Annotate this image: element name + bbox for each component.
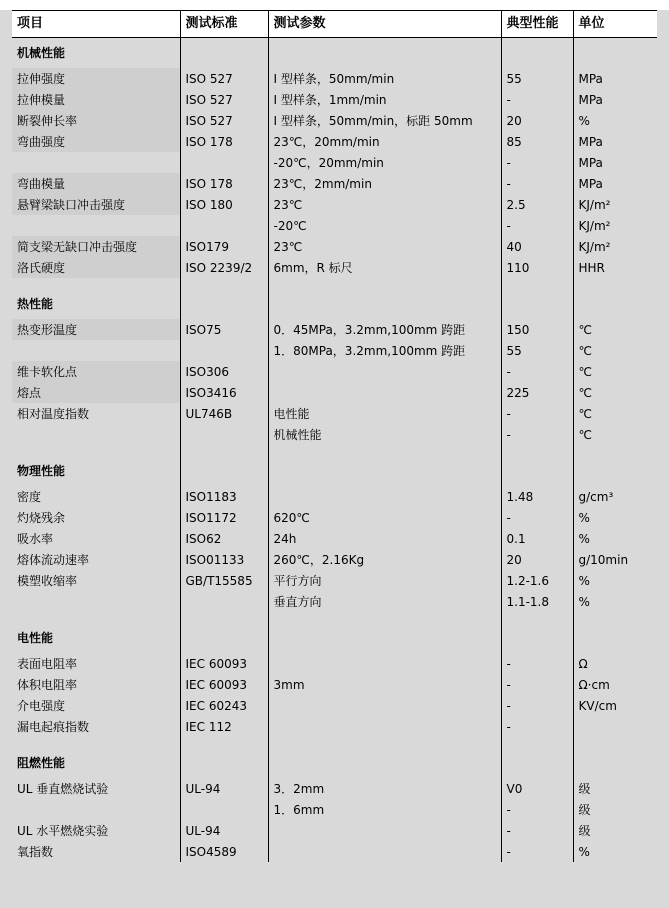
unit-cell: KJ/m²: [578, 239, 611, 254]
property-name-cell: 介电强度: [12, 695, 180, 716]
table-row: [12, 695, 657, 716]
test-parameter-cell: -20℃: [268, 215, 501, 236]
test-parameter-cell: 23℃，20mm/min: [268, 131, 501, 152]
test-standard-cell: ISO62: [180, 528, 268, 549]
typical-value-cell: 1.2-1.6: [501, 570, 573, 591]
section-empty-cell: [180, 456, 268, 486]
typical-value-cell: -: [501, 89, 573, 110]
property-name-cell: 密度: [12, 486, 180, 507]
typical-value-cell: -: [501, 653, 573, 674]
section-empty-cell: [180, 38, 268, 69]
test-standard-cell: UL746B: [180, 403, 268, 424]
table-row: [12, 674, 657, 695]
unit-cell: MPa: [578, 134, 603, 149]
section-empty-cell: [501, 748, 573, 778]
column-header: 单位: [573, 11, 657, 38]
table-row: [12, 570, 657, 591]
test-standard-cell: [180, 340, 268, 361]
property-name-cell: 漏电起痕指数: [12, 716, 180, 737]
test-standard-cell: [180, 799, 268, 820]
section-row: [12, 748, 657, 778]
property-name-cell: [12, 152, 180, 173]
test-standard-cell: ISO01133: [180, 549, 268, 570]
section-empty-cell: [268, 456, 501, 486]
table-row: [12, 799, 657, 820]
table-row: [12, 716, 657, 737]
typical-value-cell: -: [501, 215, 573, 236]
property-name-cell: [12, 278, 180, 289]
test-standard-cell: ISO75: [180, 319, 268, 340]
table-row: [12, 340, 657, 361]
unit-cell: KV/cm: [578, 698, 617, 713]
unit-cell: [573, 445, 657, 456]
unit-cell: %: [578, 113, 590, 128]
test-parameter-cell: 23℃: [268, 194, 501, 215]
table-row: [12, 194, 657, 215]
typical-value-cell: 225: [501, 382, 573, 403]
test-parameter-cell: 23℃，2mm/min: [268, 173, 501, 194]
unit-cell: ℃: [578, 427, 592, 442]
section-title: 热性能: [12, 289, 180, 319]
property-name-cell: 简支梁无缺口冲击强度: [12, 236, 180, 257]
typical-value-cell: -: [501, 841, 573, 862]
table-row: [12, 236, 657, 257]
unit-cell: ℃: [578, 385, 592, 400]
test-parameter-cell: 3．2mm: [268, 778, 501, 799]
test-parameter-cell: [268, 382, 501, 403]
unit-cell: ℃: [578, 343, 592, 358]
section-title: 物理性能: [12, 456, 180, 486]
unit-cell: HHR: [578, 260, 605, 275]
table-row: [12, 653, 657, 674]
unit-cell: ℃: [578, 364, 592, 379]
property-name-cell: 热变形温度: [12, 319, 180, 340]
typical-value-cell: 2.5: [501, 194, 573, 215]
test-standard-cell: [180, 278, 268, 289]
test-parameter-cell: [268, 841, 501, 862]
property-name-cell: [12, 215, 180, 236]
test-standard-cell: IEC 112: [180, 716, 268, 737]
column-header: 测试标准: [180, 11, 268, 38]
spacer-row: [12, 445, 657, 456]
test-parameter-cell: 垂直方向: [268, 591, 501, 612]
property-name-cell: 拉伸模量: [12, 89, 180, 110]
test-standard-cell: IEC 60093: [180, 653, 268, 674]
section-title: 机械性能: [12, 38, 180, 69]
test-standard-cell: [180, 215, 268, 236]
unit-cell: %: [578, 510, 590, 525]
test-parameter-cell: [268, 716, 501, 737]
property-name-cell: UL 垂直燃烧试验: [12, 778, 180, 799]
section-empty-cell: [501, 456, 573, 486]
test-parameter-cell: 1．80MPa，3.2mm,100mm 跨距: [268, 340, 501, 361]
property-name-cell: [12, 445, 180, 456]
typical-value-cell: [501, 612, 573, 623]
test-standard-cell: ISO179: [180, 236, 268, 257]
property-name-cell: 弯曲强度: [12, 131, 180, 152]
typical-value-cell: -: [501, 361, 573, 382]
section-empty-cell: [268, 38, 501, 69]
test-standard-cell: UL-94: [180, 820, 268, 841]
unit-cell: ℃: [578, 406, 592, 421]
section-row: [12, 456, 657, 486]
test-standard-cell: [180, 591, 268, 612]
section-empty-cell: [501, 623, 573, 653]
test-parameter-cell: 机械性能: [268, 424, 501, 445]
section-row: [12, 289, 657, 319]
unit-cell: [573, 716, 657, 737]
section-empty-cell: [573, 748, 657, 778]
test-parameter-cell: -20℃，20mm/min: [268, 152, 501, 173]
typical-value-cell: V0: [501, 778, 573, 799]
unit-cell: 级: [578, 802, 591, 817]
property-name-cell: 断裂伸长率: [12, 110, 180, 131]
property-name-cell: 体积电阻率: [12, 674, 180, 695]
typical-value-cell: -: [501, 152, 573, 173]
section-empty-cell: [573, 623, 657, 653]
property-name-cell: 悬臂梁缺口冲击强度: [12, 194, 180, 215]
property-name-cell: 相对温度指数: [12, 403, 180, 424]
test-standard-cell: ISO3416: [180, 382, 268, 403]
table-row: [12, 215, 657, 236]
unit-cell: ℃: [578, 322, 592, 337]
property-name-cell: 吸水率: [12, 528, 180, 549]
property-name-cell: [12, 591, 180, 612]
test-parameter-cell: [268, 486, 501, 507]
typical-value-cell: [501, 445, 573, 456]
typical-value-cell: 20: [501, 110, 573, 131]
typical-value-cell: -: [501, 424, 573, 445]
section-row: [12, 623, 657, 653]
typical-value-cell: 40: [501, 236, 573, 257]
unit-cell: g/10min: [578, 552, 629, 567]
test-standard-cell: ISO 180: [180, 194, 268, 215]
typical-value-cell: 55: [501, 68, 573, 89]
table-row: [12, 361, 657, 382]
table-row: [12, 403, 657, 424]
table-header-row: [12, 11, 657, 38]
table-row: [12, 319, 657, 340]
test-parameter-cell: I 型样条，50mm/min，标距 50mm: [268, 110, 501, 131]
test-parameter-cell: 0．45MPa，3.2mm,100mm 跨距: [268, 319, 501, 340]
test-parameter-cell: 平行方向: [268, 570, 501, 591]
unit-cell: MPa: [578, 71, 603, 86]
property-name-cell: 氧指数: [12, 841, 180, 862]
test-standard-cell: GB/T15585: [180, 570, 268, 591]
unit-cell: MPa: [578, 176, 603, 191]
test-parameter-cell: [268, 695, 501, 716]
test-parameter-cell: 6mm，R 标尺: [268, 257, 501, 278]
test-standard-cell: ISO 178: [180, 173, 268, 194]
unit-cell: 级: [578, 781, 591, 796]
typical-value-cell: [501, 278, 573, 289]
property-name-cell: 灼烧残余: [12, 507, 180, 528]
section-empty-cell: [573, 289, 657, 319]
table-row: [12, 68, 657, 89]
typical-value-cell: 20: [501, 549, 573, 570]
unit-cell: [573, 737, 657, 748]
table-row: [12, 591, 657, 612]
section-title: 电性能: [12, 623, 180, 653]
section-empty-cell: [180, 289, 268, 319]
section-empty-cell: [501, 289, 573, 319]
table-row: [12, 152, 657, 173]
typical-value-cell: -: [501, 820, 573, 841]
property-name-cell: 拉伸强度: [12, 68, 180, 89]
table-row: [12, 841, 657, 862]
typical-value-cell: 150: [501, 319, 573, 340]
test-standard-cell: ISO 178: [180, 131, 268, 152]
test-standard-cell: [180, 445, 268, 456]
test-parameter-cell: 3mm: [268, 674, 501, 695]
unit-cell: %: [578, 573, 590, 588]
property-name-cell: 熔点: [12, 382, 180, 403]
test-standard-cell: UL-94: [180, 778, 268, 799]
section-row: [12, 38, 657, 69]
column-header: 典型性能: [501, 11, 573, 38]
property-name-cell: 表面电阻率: [12, 653, 180, 674]
table-body: [12, 11, 657, 863]
table-row: [12, 528, 657, 549]
table-row: [12, 549, 657, 570]
table-row: [12, 173, 657, 194]
test-parameter-cell: [268, 612, 501, 623]
spacer-row: [12, 737, 657, 748]
test-standard-cell: [180, 424, 268, 445]
test-standard-cell: ISO 527: [180, 110, 268, 131]
section-empty-cell: [180, 748, 268, 778]
test-standard-cell: IEC 60093: [180, 674, 268, 695]
test-standard-cell: IEC 60243: [180, 695, 268, 716]
property-name-cell: 熔体流动速率: [12, 549, 180, 570]
test-parameter-cell: 620℃: [268, 507, 501, 528]
property-name-cell: [12, 340, 180, 361]
property-name-cell: [12, 799, 180, 820]
section-empty-cell: [268, 289, 501, 319]
spacer-row: [12, 612, 657, 623]
property-name-cell: [12, 424, 180, 445]
column-header: 项目: [12, 11, 180, 38]
table-row: [12, 89, 657, 110]
table-row: [12, 424, 657, 445]
specification-table: [12, 10, 657, 862]
typical-value-cell: 110: [501, 257, 573, 278]
test-parameter-cell: [268, 820, 501, 841]
test-standard-cell: ISO306: [180, 361, 268, 382]
unit-cell: Ω: [578, 656, 588, 671]
test-parameter-cell: I 型样条，50mm/min: [268, 68, 501, 89]
test-parameter-cell: 24h: [268, 528, 501, 549]
typical-value-cell: 1.1-1.8: [501, 591, 573, 612]
property-name-cell: 模塑收缩率: [12, 570, 180, 591]
typical-value-cell: -: [501, 799, 573, 820]
test-standard-cell: [180, 152, 268, 173]
typical-value-cell: 55: [501, 340, 573, 361]
table-row: [12, 820, 657, 841]
section-empty-cell: [268, 748, 501, 778]
test-parameter-cell: [268, 445, 501, 456]
property-name-cell: UL 水平燃烧实验: [12, 820, 180, 841]
property-name-cell: 弯曲模量: [12, 173, 180, 194]
property-name-cell: 维卡软化点: [12, 361, 180, 382]
test-parameter-cell: 23℃: [268, 236, 501, 257]
test-parameter-cell: [268, 278, 501, 289]
unit-cell: %: [578, 594, 590, 609]
test-standard-cell: ISO1172: [180, 507, 268, 528]
test-standard-cell: [180, 612, 268, 623]
typical-value-cell: -: [501, 403, 573, 424]
typical-value-cell: -: [501, 716, 573, 737]
table-row: [12, 486, 657, 507]
unit-cell: KJ/m²: [578, 218, 611, 233]
unit-cell: [573, 612, 657, 623]
test-parameter-cell: [268, 361, 501, 382]
unit-cell: %: [578, 844, 590, 859]
section-empty-cell: [573, 38, 657, 69]
unit-cell: %: [578, 531, 590, 546]
typical-value-cell: -: [501, 674, 573, 695]
table-row: [12, 778, 657, 799]
unit-cell: MPa: [578, 92, 603, 107]
unit-cell: g/cm³: [578, 489, 614, 504]
table-row: [12, 257, 657, 278]
unit-cell: KJ/m²: [578, 197, 611, 212]
unit-cell: [573, 278, 657, 289]
test-standard-cell: ISO4589: [180, 841, 268, 862]
test-parameter-cell: 1．6mm: [268, 799, 501, 820]
typical-value-cell: -: [501, 695, 573, 716]
test-standard-cell: ISO1183: [180, 486, 268, 507]
test-standard-cell: ISO 527: [180, 89, 268, 110]
test-parameter-cell: I 型样条，1mm/min: [268, 89, 501, 110]
section-empty-cell: [501, 38, 573, 69]
test-parameter-cell: 260℃，2.16Kg: [268, 549, 501, 570]
property-name-cell: [12, 612, 180, 623]
property-name-cell: [12, 737, 180, 748]
unit-cell: 级: [578, 823, 591, 838]
test-parameter-cell: [268, 737, 501, 748]
typical-value-cell: 0.1: [501, 528, 573, 549]
unit-cell: MPa: [578, 155, 603, 170]
column-header: 测试参数: [268, 11, 501, 38]
typical-value-cell: 85: [501, 131, 573, 152]
test-standard-cell: ISO 2239/2: [180, 257, 268, 278]
typical-value-cell: -: [501, 507, 573, 528]
test-standard-cell: [180, 737, 268, 748]
unit-cell: Ω·cm: [578, 677, 610, 692]
section-empty-cell: [573, 456, 657, 486]
test-parameter-cell: [268, 653, 501, 674]
test-parameter-cell: 电性能: [268, 403, 501, 424]
table-row: [12, 382, 657, 403]
test-standard-cell: ISO 527: [180, 68, 268, 89]
typical-value-cell: 1.48: [501, 486, 573, 507]
table-row: [12, 507, 657, 528]
table-row: [12, 110, 657, 131]
typical-value-cell: [501, 737, 573, 748]
section-title: 阻燃性能: [12, 748, 180, 778]
section-empty-cell: [180, 623, 268, 653]
spacer-row: [12, 278, 657, 289]
typical-value-cell: -: [501, 173, 573, 194]
spec-sheet: [0, 10, 669, 908]
table-row: [12, 131, 657, 152]
property-name-cell: 洛氏硬度: [12, 257, 180, 278]
section-empty-cell: [268, 623, 501, 653]
